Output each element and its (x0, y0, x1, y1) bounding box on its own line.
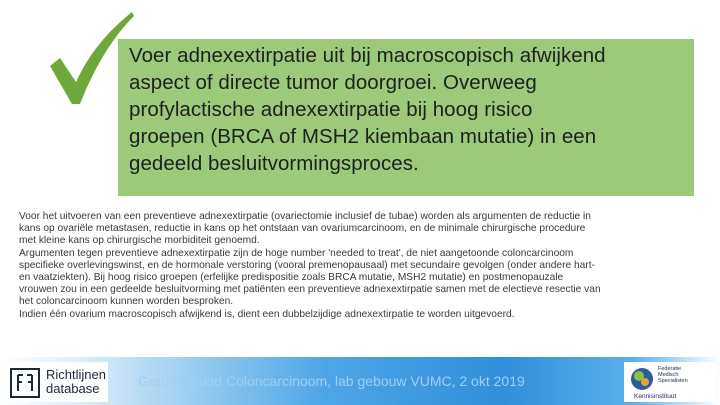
federatie-tagline: Kennisinstituut (634, 393, 677, 400)
federatie-name: Federatie Medisch Specialisten (658, 366, 688, 384)
richtlijnen-database-label: Richtlijnen database (46, 367, 106, 396)
footer-caption: Grand Round Coloncarcinoom, lab gebouw VUMC, 2 okt 2019 (138, 373, 525, 389)
federatie-logo (624, 362, 716, 402)
richtlijnen-database-logo (4, 362, 108, 402)
checkmark-icon (46, 8, 138, 106)
richtlijnen-database-icon (10, 368, 40, 398)
body-text: Voor het uitvoeren van een preventieve adnexextirpatie (ovariectomie inclusief de tubae) worden als argumenten de reductie in kans op ovariële metastasen, reductie in kans op het ontstaan van ovariumcarcinoom, en de minimale chirurgische procedure met kleine kans op chirurgische morbiditeit genoemd. Argumenten tegen preventieve adnexextirpatie zijn de hoge number 'needed to treat', de niet aangetoonde coloncarcinoom specifieke overlevingswinst, en de hormonale verstoring (vooral premenopausaal) met secundaire gevolgen (onder andere hart- en vaatziekten). Bij hoog risico groepen (erfelijke predispositie zoals BRCA mutatie, MSH2 mutatie) en postmenopauzale vrouwen zou in een gedeelde besluitvorming met patiënten een preventieve adnexextirpatie samen met de electieve resectie van het coloncarcinoom kunnen worden besproken. Indien één ovarium macroscopisch afwijkend is, dient een dubbelzijdige adnexextirpatie te worden uitgevoerd. (19, 211, 601, 320)
recommendation-text: Voer adnexextirpatie uit bij macroscopisch afwijkend aspect of directe tumor doorgroei. Overweeg profylactische adnexextirpatie bij hoog risico groepen (BRCA of MSH2 kiembaan mutatie) in een gedeeld besluitvormingsproces. (129, 44, 606, 175)
